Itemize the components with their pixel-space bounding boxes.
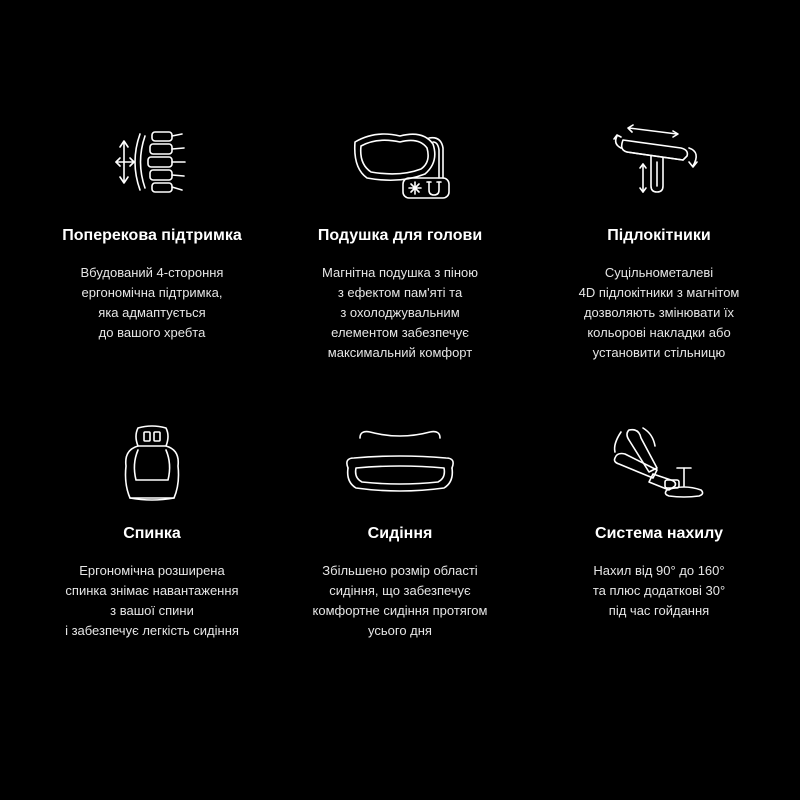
description-line: усього дня <box>368 623 432 638</box>
description-line: під час гойдання <box>608 603 710 618</box>
description-line: Вбудований 4-стороння <box>80 265 224 280</box>
feature-description <box>526 561 792 621</box>
feature-title: Подушка для голови <box>317 227 483 244</box>
description-line: з ефектом пам'яті та <box>337 285 463 300</box>
feature-seat <box>267 0 533 800</box>
description-line: ергономічна підтримка, <box>81 285 223 300</box>
description-line: з охолоджувальним <box>340 305 460 320</box>
description-line: максимальний комфорт <box>327 345 473 360</box>
description-line: спинка знімає навантаження <box>65 583 239 598</box>
description-line: до вашого хребта <box>98 325 206 340</box>
description-line: 4D підлокітники з магнітом <box>578 285 740 300</box>
description-line: елементом забезпечує <box>331 325 469 340</box>
description-line: та плюс додаткові 30° <box>592 583 726 598</box>
description-line: Збільшено розмір області <box>322 563 478 578</box>
description-line: Нахил від 90° до 160° <box>593 563 725 578</box>
feature-title: Система нахилу <box>595 525 723 542</box>
description-line: сидіння, що забезпечує <box>329 583 471 598</box>
feature-description <box>19 561 285 641</box>
description-line: кольорові накладки або <box>587 325 731 340</box>
feature-backrest <box>19 0 285 800</box>
recline-system-icon <box>526 424 792 504</box>
description-line: яка адмаптується <box>98 305 206 320</box>
description-line: з вашої спини <box>110 603 194 618</box>
description-line: Магнітна подушка з піною <box>322 265 478 280</box>
feature-title: Сидіння <box>367 525 433 542</box>
description-line: і забезпечує легкість сидіння <box>65 623 239 638</box>
description-line: дозволяють змінювати їх <box>583 305 735 320</box>
feature-recline <box>526 0 792 800</box>
description-line: Ергономічна розширена <box>79 563 225 578</box>
feature-title: Спинка <box>123 525 181 542</box>
seat-cushion-icon <box>267 424 533 504</box>
backrest-icon <box>19 424 285 504</box>
description-line: Суцільнометалеві <box>604 265 714 280</box>
feature-title: Поперекова підтримка <box>62 227 242 244</box>
feature-title: Підлокітники <box>607 227 711 244</box>
description-line: комфортне сидіння протягом <box>312 603 488 618</box>
feature-description <box>267 561 533 641</box>
description-line: установити стільницю <box>592 345 726 360</box>
